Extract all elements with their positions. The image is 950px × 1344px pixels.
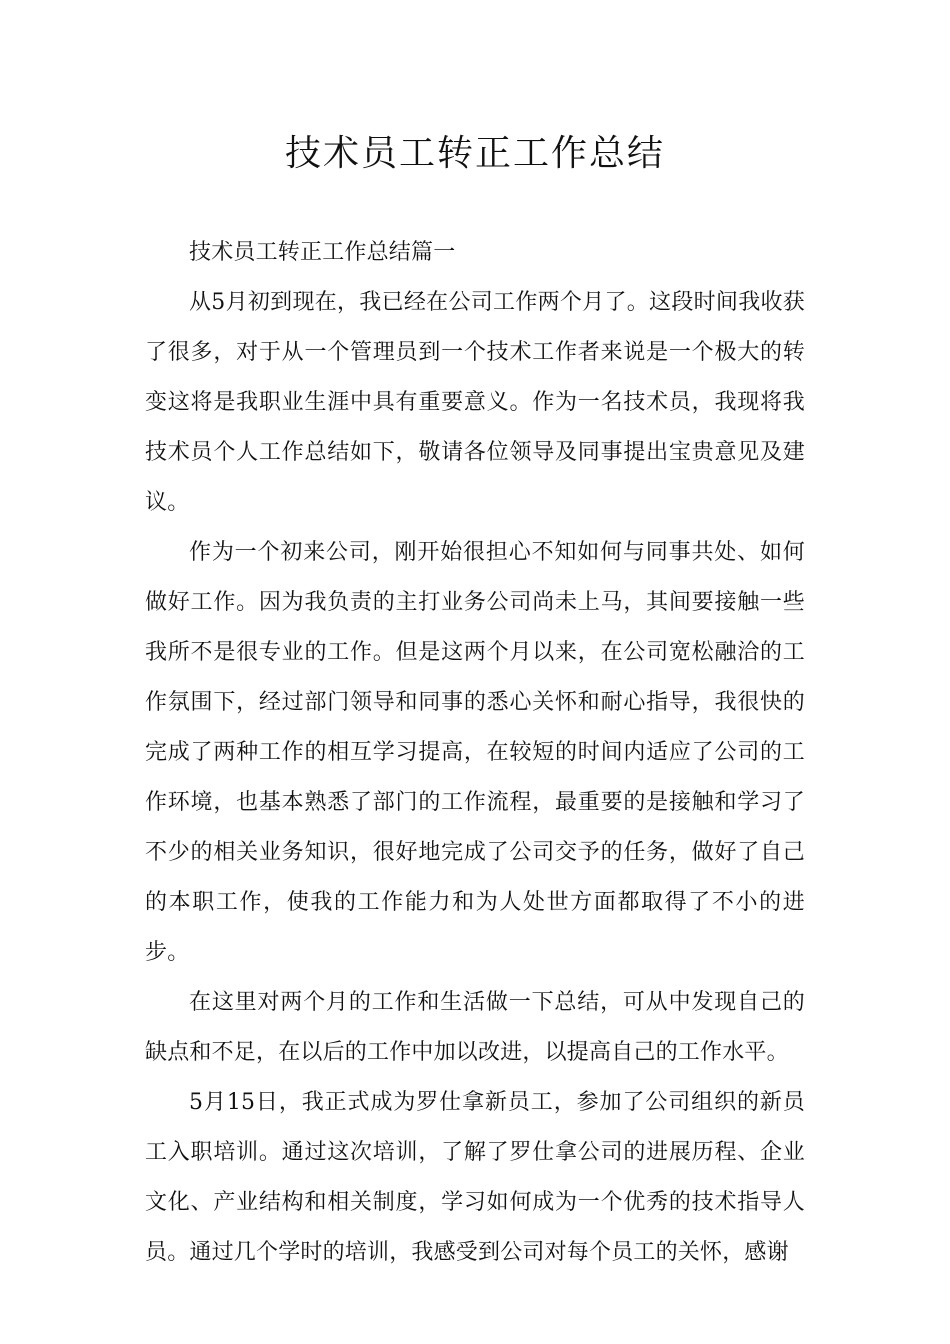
paragraph: 作为一个初来公司，刚开始很担心不知如何与同事共处、如何做好工作。因为我负责的主打业务公司尚未上马，其间要接触一些我所不是很专业的工作。但是这两个月以来，在公司宽松融洽的工作氛围下，经过部门领导和同事的悉心关怀和耐心指导，我很快的完成了两种工作的相互学习提高，在较短的时间内适应了公司的工作环境，也基本熟悉了部门的工作流程，最重要的是接触和学习了不少的相关业务知识，很好地完成了公司交予的任务，做好了自己的本职工作，使我的工作能力和为人处世方面都取得了不小的进步。	[145, 540, 805, 965]
paragraph: 从5月初到现在，我已经在公司工作两个月了。这段时间我收获了很多，对于从一个管理员到一个技术工作者来说是一个极大的转变这将是我职业生涯中具有重要意义。作为一名技术员，我现将我技术员个人工作总结如下，敬请各位领导及同事提出宝贵意见及建议。	[145, 290, 805, 515]
paragraph: 5月15日，我正式成为罗仕拿新员工，参加了公司组织的新员工入职培训。通过这次培训，了解了罗仕拿公司的进展历程、企业文化、产业结构和相关制度，学习如何成为一个优秀的技术指导人员。通过几个学时的培训，我感受到公司对每个员工的关怀，感谢	[145, 1090, 805, 1265]
document-title: 技术员工转正工作总结	[284, 133, 665, 174]
section-heading: 技术员工转正工作总结篇一	[189, 240, 456, 265]
paragraph: 在这里对两个月的工作和生活做一下总结，可从中发现自己的缺点和不足，在以后的工作中加以改进，以提高自己的工作水平。	[145, 990, 805, 1065]
document-body	[145, 228, 805, 1278]
